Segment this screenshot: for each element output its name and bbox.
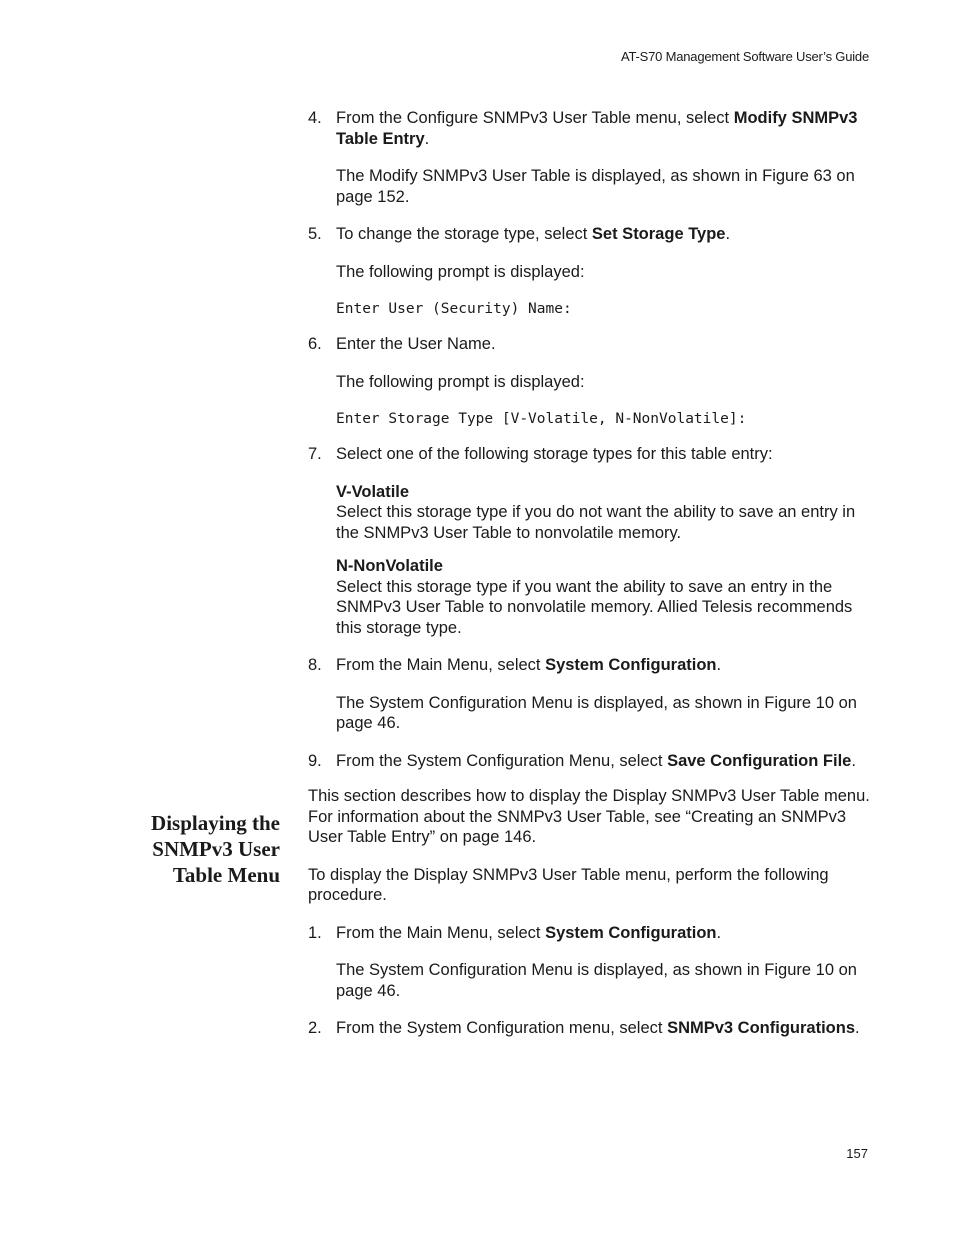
page-number: 157: [846, 1146, 868, 1161]
step-1: [308, 923, 874, 944]
step-note: The Modify SNMPv3 User Table is displayed, as shown in Figure 63 on page 152.: [336, 167, 855, 206]
punctuation: .: [716, 656, 722, 674]
menu-option: Save Configuration File: [667, 751, 852, 770]
step-text: Enter the User Name.: [336, 335, 496, 353]
menu-option: Modify SNMPv3 Table Entry: [336, 109, 858, 148]
menu-option: Set Storage Type: [591, 225, 726, 243]
term-definition: [308, 482, 874, 544]
punctuation: .: [725, 225, 731, 243]
term-name: N-NonVolatile: [336, 557, 443, 575]
punctuation: .: [716, 923, 722, 942]
step-text: From the System Configuration menu, select: [336, 1019, 668, 1037]
prompt-code: Enter Storage Type [V-Volatile, N-NonVolatile]:: [336, 411, 747, 427]
punctuation: .: [424, 129, 430, 148]
step-9: [308, 751, 874, 772]
section-heading-line: SNMPv3 User: [152, 837, 280, 861]
step-note: The System Configuration Menu is displayed, as shown in Figure 10 on page 46.: [336, 693, 857, 732]
step-text: From the Main Menu, select: [336, 923, 546, 942]
step-text: Select one of the following storage types for this table entry:: [336, 445, 773, 463]
punctuation: .: [851, 751, 856, 770]
step-2: [308, 1018, 874, 1039]
term-name: V-Volatile: [336, 482, 410, 501]
step-number: 7.: [308, 445, 322, 463]
menu-option: SNMPv3 Configurations: [667, 1019, 855, 1037]
section-intro: This section describes how to display the Display SNMPv3 User Table menu. For information about the SNMPv3 User Table, see “Creating an SNMPv3 User Table Entry” on page 146.: [308, 787, 870, 846]
step-note: The following prompt is displayed:: [336, 262, 585, 281]
step-4: [308, 108, 874, 149]
section-heading-line: Displaying the: [151, 811, 280, 835]
step-number: 6.: [308, 335, 322, 353]
prompt-code: Enter User (Security) Name:: [336, 301, 572, 317]
step-number: 8.: [308, 656, 322, 674]
step-number: 5.: [308, 225, 322, 243]
step-8: [308, 655, 874, 676]
step-number: 4.: [308, 109, 322, 127]
term-definition: [308, 556, 874, 638]
step-text: From the Main Menu, select: [336, 656, 546, 674]
step-5: [308, 224, 874, 245]
step-number: 1.: [308, 923, 322, 942]
step-number: 2.: [308, 1019, 322, 1037]
main-content: [308, 108, 874, 1056]
section-heading-line: Table Menu: [172, 863, 280, 887]
step-number: 9.: [308, 751, 322, 770]
section-heading: [90, 810, 280, 888]
step-text: From the Configure SNMPv3 User Table menu, select: [336, 109, 734, 127]
step-note: The following prompt is displayed:: [336, 372, 585, 391]
step-text: To change the storage type, select: [336, 225, 592, 243]
step-text: From the System Configuration Menu, select: [336, 751, 668, 770]
step-6: [308, 334, 874, 355]
menu-option: System Configuration: [545, 923, 717, 942]
menu-option: System Configuration: [545, 656, 717, 674]
term-description: Select this storage type if you want the ability to save an entry in the SNMPv3 User Table to nonvolatile memory. Allied Telesis recommends this storage type.: [336, 577, 853, 637]
step-note: The System Configuration Menu is displayed, as shown in Figure 10 on page 46.: [336, 961, 857, 1000]
punctuation: .: [855, 1019, 860, 1037]
running-header: AT-S70 Management Software User’s Guide: [621, 49, 869, 64]
procedure-intro: To display the Display SNMPv3 User Table menu, perform the following procedure.: [308, 865, 829, 904]
step-7: [308, 444, 874, 465]
term-description: Select this storage type if you do not want the ability to save an entry in the SNMPv3 User Table to nonvolatile memory.: [336, 503, 856, 542]
